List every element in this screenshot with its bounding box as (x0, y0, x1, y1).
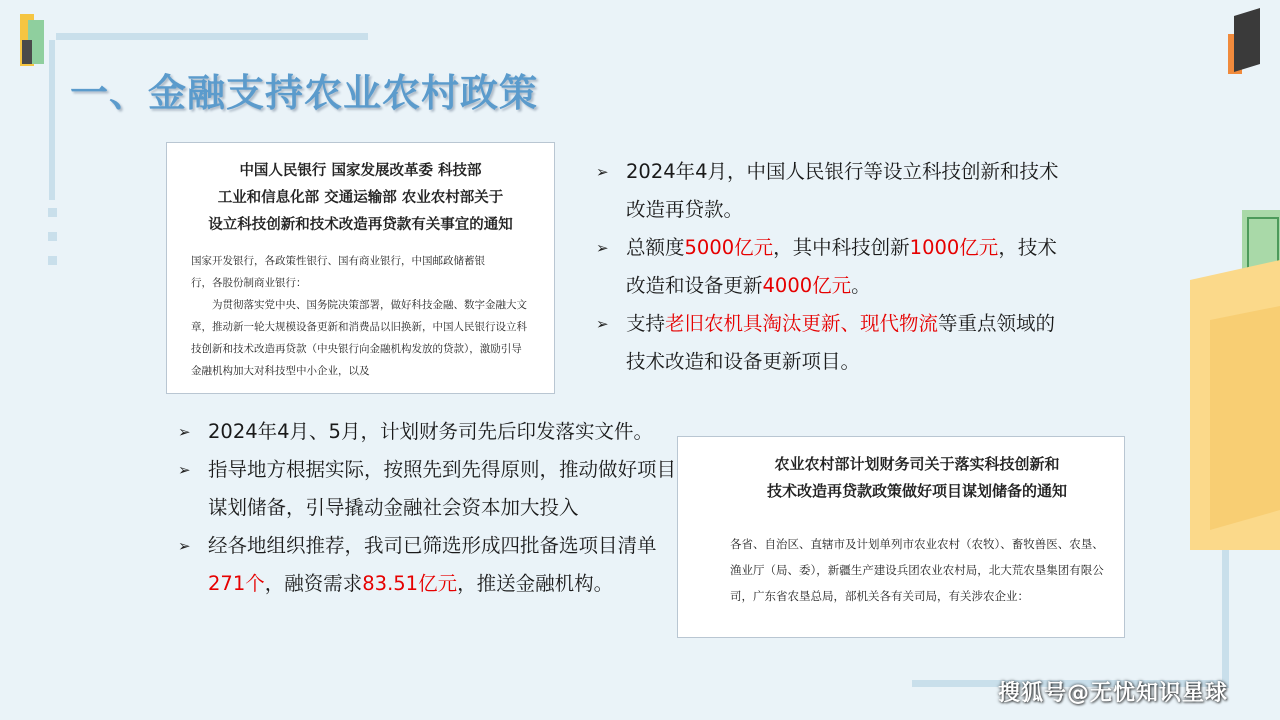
page-title: 一、金融支持农业农村政策 (70, 71, 539, 115)
frame-line-right (1222, 528, 1229, 688)
list-item: ➢ 经各地组织推荐，我司已筛选形成四批备选项目清单271个，融资需求83.51亿元，推送金融机构。 (178, 527, 678, 603)
frame-line-top (56, 33, 368, 40)
arrow-bullet-icon: ➢ (178, 461, 191, 479)
frame-square (48, 232, 57, 241)
frame-square (48, 208, 57, 217)
corner-decoration-icon (18, 10, 48, 70)
implementation-bullet-list (178, 413, 678, 603)
policy-bullet-list (596, 153, 1066, 381)
arrow-bullet-icon: ➢ (178, 537, 191, 555)
arrow-bullet-icon: ➢ (596, 315, 609, 333)
list-item: ➢ 2024年4月、5月，计划财务司先后印发落实文件。 (178, 413, 678, 451)
document-heading: 农业农村部计划财务司关于落实科技创新和 技术改造再贷款政策做好项目谋划储备的通知 (766, 455, 1067, 500)
list-item: ➢ 支持老旧农机具淘汰更新、现代物流等重点领域的技术改造和设备更新项目。 (596, 305, 1066, 381)
list-item: ➢ 总额度5000亿元，其中科技创新1000亿元，技术改造和设备更新4000亿元。 (596, 229, 1066, 305)
notice-document-moa (677, 436, 1125, 638)
list-item: ➢ 指导地方根据实际，按照先到先得原则，推动做好项目谋划储备，引导撬动金融社会资本加大投入 (178, 451, 678, 527)
arrow-bullet-icon: ➢ (178, 423, 191, 441)
list-item: ➢ 2024年4月，中国人民银行等设立科技创新和技术改造再贷款。 (596, 153, 1066, 229)
arrow-bullet-icon: ➢ (596, 163, 609, 181)
corner-decoration-icon (1224, 6, 1262, 76)
document-body: 各省、自治区、直辖市及计划单列市农业农村（农牧）、畜牧兽医、农垦、渔业厅（局、委），新疆生产建设兵团农业农村局，北大荒农垦集团有限公司，广东省农垦总局，部机关各有关司局，有关涉农企业： (730, 537, 1104, 603)
document-heading: 中国人民银行 国家发展改革委 科技部 工业和信息化部 交通运输部 农业农村部关于 设立科技创新和技术改造再贷款有关事宜的通知 (208, 162, 513, 233)
arrow-bullet-icon: ➢ (596, 239, 609, 257)
notice-document-pboc (166, 142, 555, 394)
side-decoration-icon (1190, 210, 1280, 550)
frame-square (48, 256, 57, 265)
watermark-text: 搜狐号@无忧知识星球 (998, 681, 1229, 706)
document-body: 国家开发银行，各政策性银行、国有商业银行，中国邮政储蓄银 行，各股份制商业银行： 为贯彻落实党中央、国务院决策部署，做好科技金融、数字金融大文章，推动新一轮大规模设备更新和消费品以旧换新，中国人民银行设立科技创新和技术改造再贷款（中央银行向金融机构发放的贷款），激励引导金融机构加大对科技型中小企业，以及 (191, 255, 527, 377)
frame-line-left (49, 40, 55, 200)
